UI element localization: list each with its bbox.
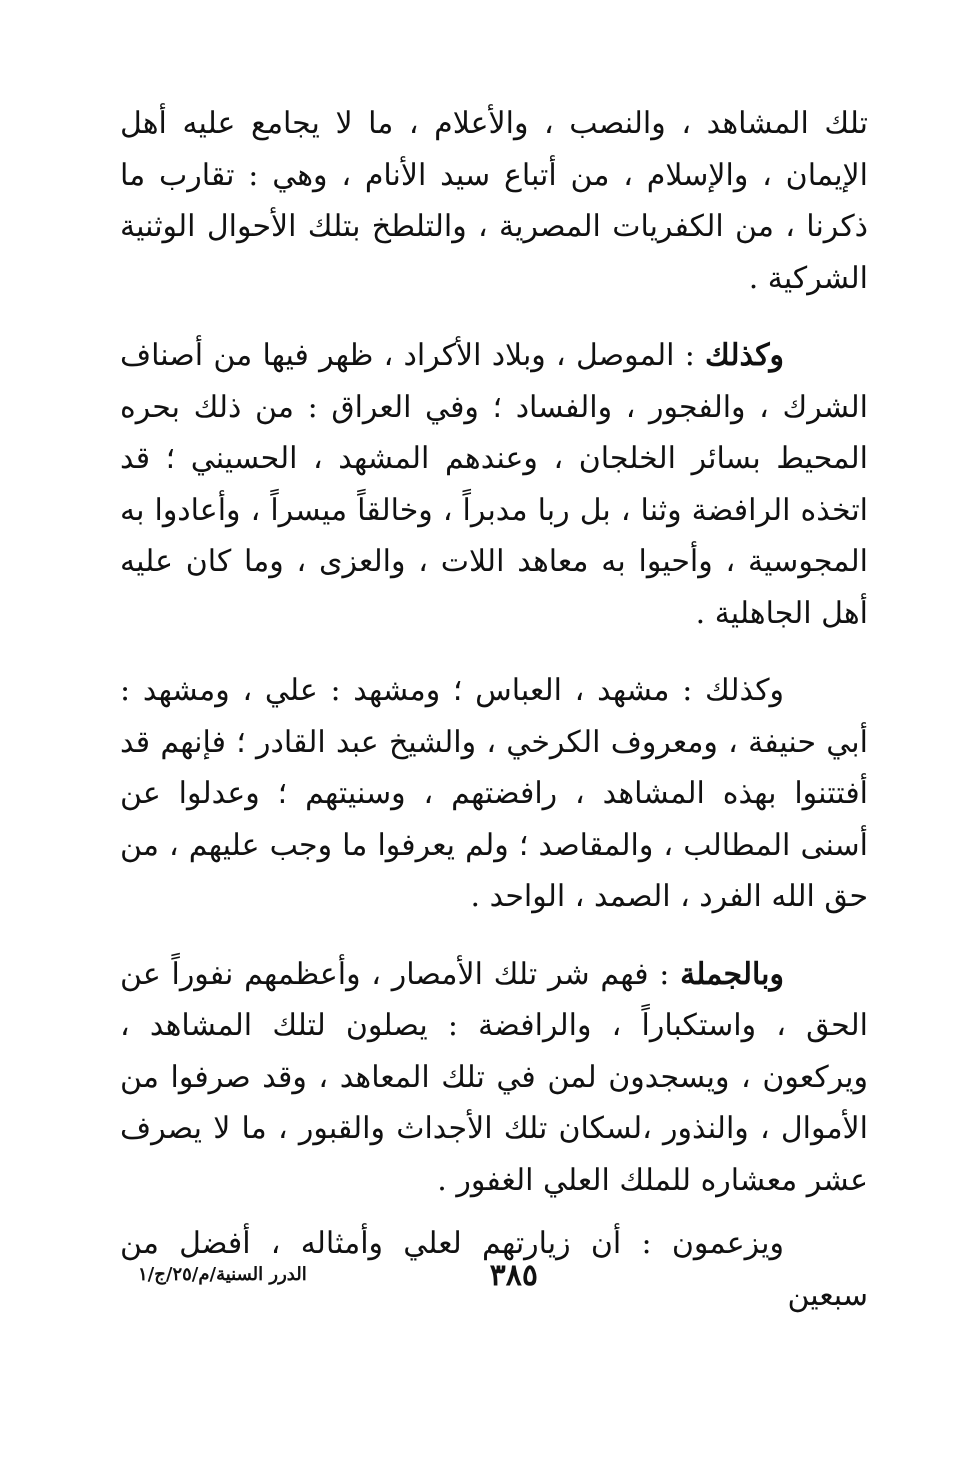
paragraph-gap: [120, 923, 868, 949]
paragraph-4-lead: وبالجملة: [680, 956, 784, 992]
paragraph-1-text: تلك المشاهد ، والنصب ، والأعلام ، ما لا يجامع عليه أهل الإيمان ، والإسلام ، من أتباع سيد الأنام ، وهي : تقارب ما ذكرنا ، من الكفريات المصرية ، والتلطخ بتلك الأحوال الوثنية الشركية .: [120, 106, 868, 296]
paragraph-4: [120, 949, 868, 1207]
paragraph-gap: [120, 639, 868, 665]
paragraph-3: [120, 665, 868, 923]
source-reference: الدرر السنية/م/٢٥/ج/١: [138, 1264, 307, 1285]
page-number: ٣٨٥: [489, 1258, 538, 1293]
paragraph-4-text: : فهم شر تلك الأمصار ، وأعظمهم نفوراً عن الحق ، واستكباراً ، والرافضة : يصلون لتلك المشاهد ، ويركعون ، ويسجدون لمن في تلك المعاهد ، وقد صرفوا من الأموال ، والنذور ،لسكان تلك الأجداث والقبور ، ما لا يصرف عشر معشاره للملك العلي الغفور .: [120, 956, 868, 1198]
paragraph-2: [120, 330, 868, 639]
paragraph-2-lead: وكذلك: [705, 338, 784, 373]
paragraph-5-text: ويزعمون : أن زيارتهم لعلي وأمثاله ، أفضل من سبعين: [120, 1226, 868, 1313]
paragraph-gap: [120, 1206, 868, 1218]
paragraph-3-text: وكذلك : مشهد ، العباس ؛ ومشهد : علي ، ومشهد : أبي حنيفة ، ومعروف الكرخي ، والشيخ عبد القادر ؛ فإنهم قد أفتتنوا بهذه المشاهد ، رافضتهم ، وسنيتهم ؛ وعدلوا عن أسنى المطالب ، والمقاصد ؛ ولم يعرفوا ما وجب عليهم ، من حق الله الفرد ، الصمد ، الواحد .: [120, 673, 868, 914]
paragraph-1: [120, 98, 868, 304]
main-text: [120, 98, 868, 1321]
paragraph-gap: [120, 304, 868, 330]
paragraph-2-text: : الموصل ، وبلاد الأكراد ، ظهر فيها من أصناف الشرك ، والفجور ، والفساد ؛ وفي العراق : من ذلك بحره المحيط بسائر الخلجان ، وعندهم المشهد ، الحسيني ؛ قد اتخذه الرافضة وثنا ، بل ربا مدبراً ، وخالقاً ميسراً ، وأعادوا به المجوسية ، وأحيوا به معاهد اللات ، والعزى ، وما كان عليه أهل الجاهلية .: [120, 338, 868, 631]
page-footer: [120, 1258, 868, 1298]
